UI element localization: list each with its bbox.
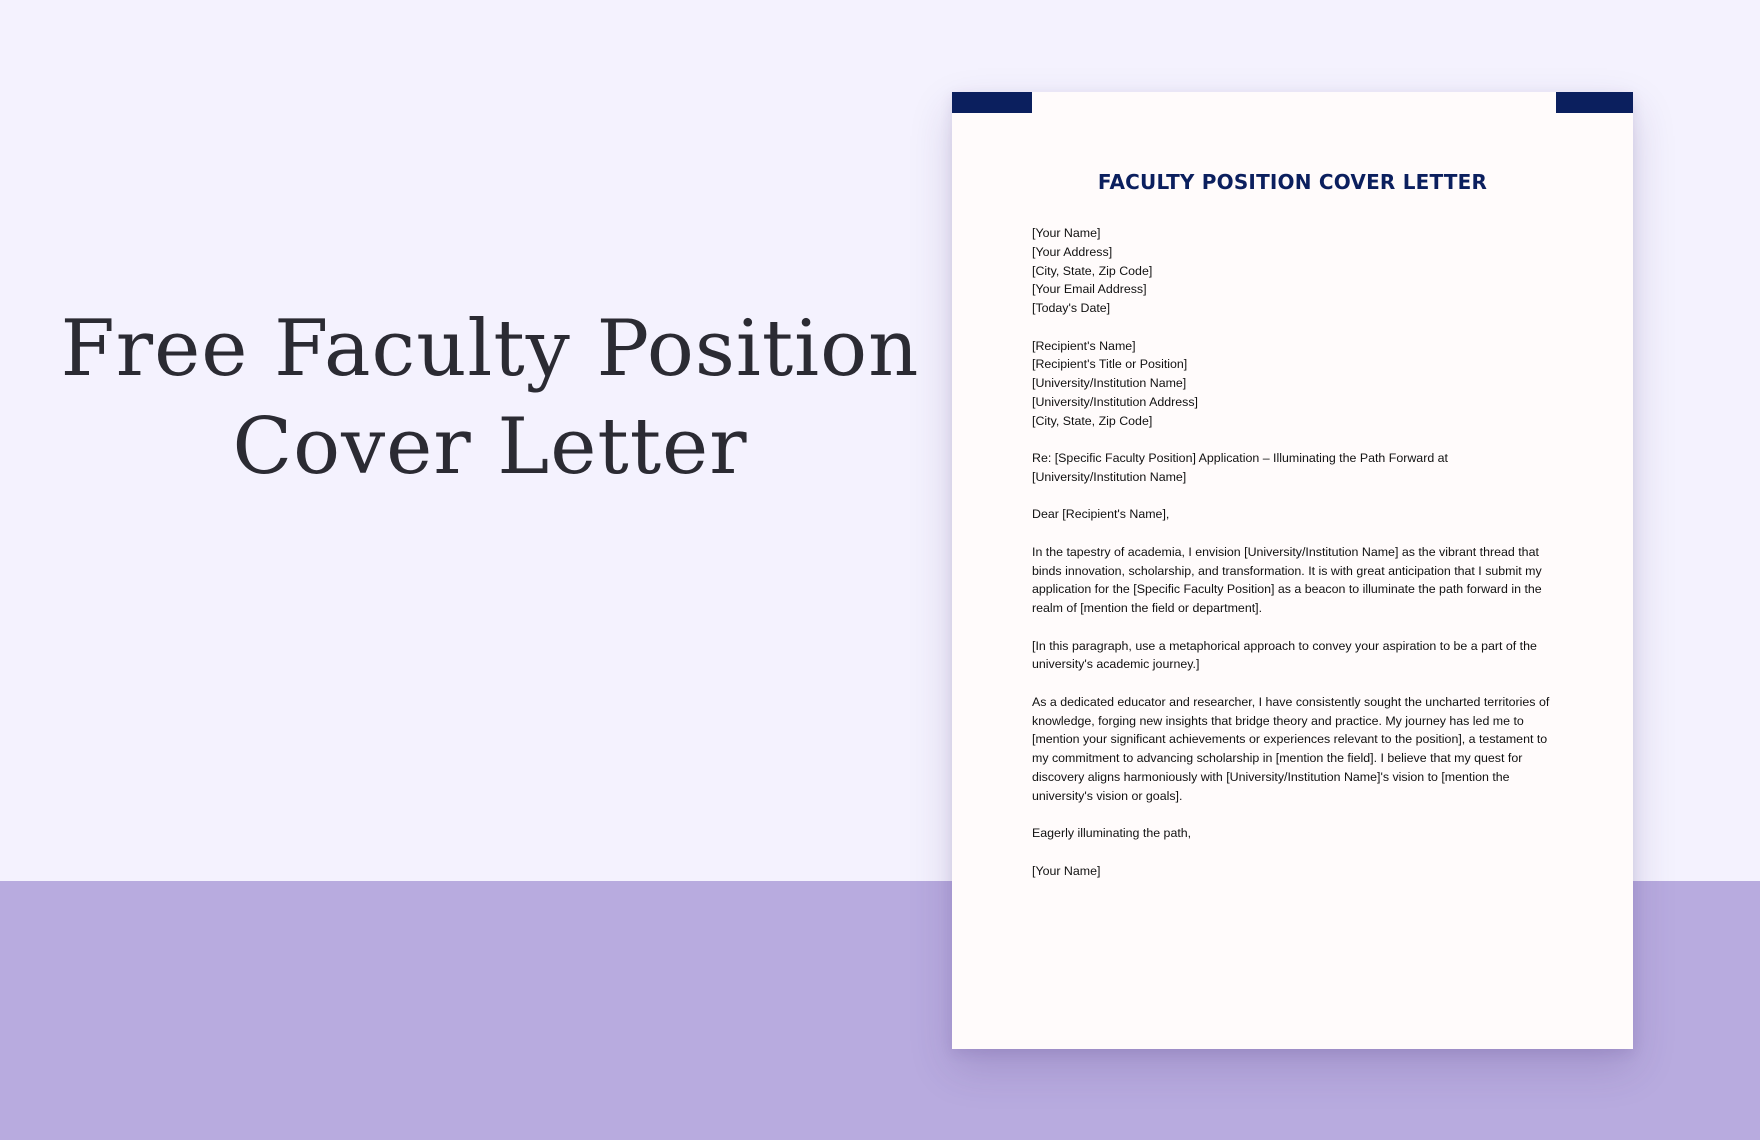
paragraph-2-line: university's academic journey.]: [1032, 657, 1200, 672]
salutation-text: Dear [Recipient's Name],: [1032, 507, 1170, 522]
closing-text: Eagerly illuminating the path,: [1032, 826, 1192, 840]
closing: [1032, 824, 1562, 843]
sender-name: [Your Name]: [1032, 226, 1101, 240]
recipient-block: [1032, 337, 1562, 431]
sender-city: [City, State, Zip Code]: [1032, 263, 1153, 278]
sender-address: [Your Address]: [1032, 244, 1113, 259]
top-left-accent-bar: [952, 92, 1032, 113]
paragraph-1-line: binds innovation, scholarship, and transformation. It is with great anticipation that I submit my: [1032, 563, 1542, 578]
recipient-institution: [University/Institution Name]: [1032, 376, 1187, 390]
document-title: FACULTY POSITION COVER LETTER: [1097, 170, 1488, 194]
paragraph-1: [1032, 543, 1562, 618]
recipient-city: [City, State, Zip Code]: [1032, 413, 1153, 428]
letter-body: [1032, 224, 1562, 899]
paragraph-2: [1032, 637, 1562, 675]
hero-title: [40, 300, 940, 496]
recipient-title: [Recipient's Title or Position]: [1032, 357, 1188, 372]
recipient-address: [University/Institution Address]: [1032, 394, 1198, 409]
hero-title-line-2: Cover Letter: [232, 402, 748, 492]
paragraph-1-line: realm of [mention the field or department].: [1032, 601, 1263, 615]
paragraph-3-line: discovery aligns harmoniously with [University/Institution Name]'s vision to [mention the: [1032, 769, 1510, 784]
subject-line-2: [University/Institution Name]: [1032, 469, 1187, 484]
letter-date: [Today's Date]: [1032, 301, 1111, 315]
recipient-name: [Recipient's Name]: [1032, 338, 1136, 353]
signature-name: [Your Name]: [1032, 863, 1101, 878]
paragraph-1-line: application for the [Specific Faculty Position] as a beacon to illuminate the path forward in the: [1032, 582, 1542, 597]
subject-line: [1032, 449, 1562, 487]
sender-email: [Your Email Address]: [1032, 282, 1147, 297]
signature: [1032, 862, 1562, 881]
paragraph-1-line: In the tapestry of academia, I envision [University/Institution Name] as the vibrant thread that: [1032, 544, 1539, 559]
cover-letter-document: [952, 92, 1633, 1049]
top-right-accent-bar: [1556, 92, 1633, 113]
hero-title-line-1: Free Faculty Position: [60, 304, 920, 394]
paragraph-3-line: my commitment to advancing scholarship in [mention the field]. I believe that my quest for: [1032, 751, 1523, 765]
paragraph-3-line: [mention your significant achievements or experiences relevant to the position], a testament to: [1032, 732, 1548, 747]
paragraph-2-line: [In this paragraph, use a metaphorical approach to convey your aspiration to be a part of the: [1032, 638, 1537, 653]
salutation: [1032, 505, 1562, 524]
paragraph-3: [1032, 693, 1562, 806]
sender-block: [1032, 224, 1562, 318]
paragraph-3-line: university's vision or goals].: [1032, 788, 1183, 803]
paragraph-3-line: knowledge, forging new insights that bridge theory and practice. My journey has led me to: [1032, 713, 1524, 728]
subject-line-1: Re: [Specific Faculty Position] Application – Illuminating the Path Forward at: [1032, 451, 1448, 465]
paragraph-3-line: As a dedicated educator and researcher, I have consistently sought the uncharted territories of: [1032, 694, 1550, 709]
